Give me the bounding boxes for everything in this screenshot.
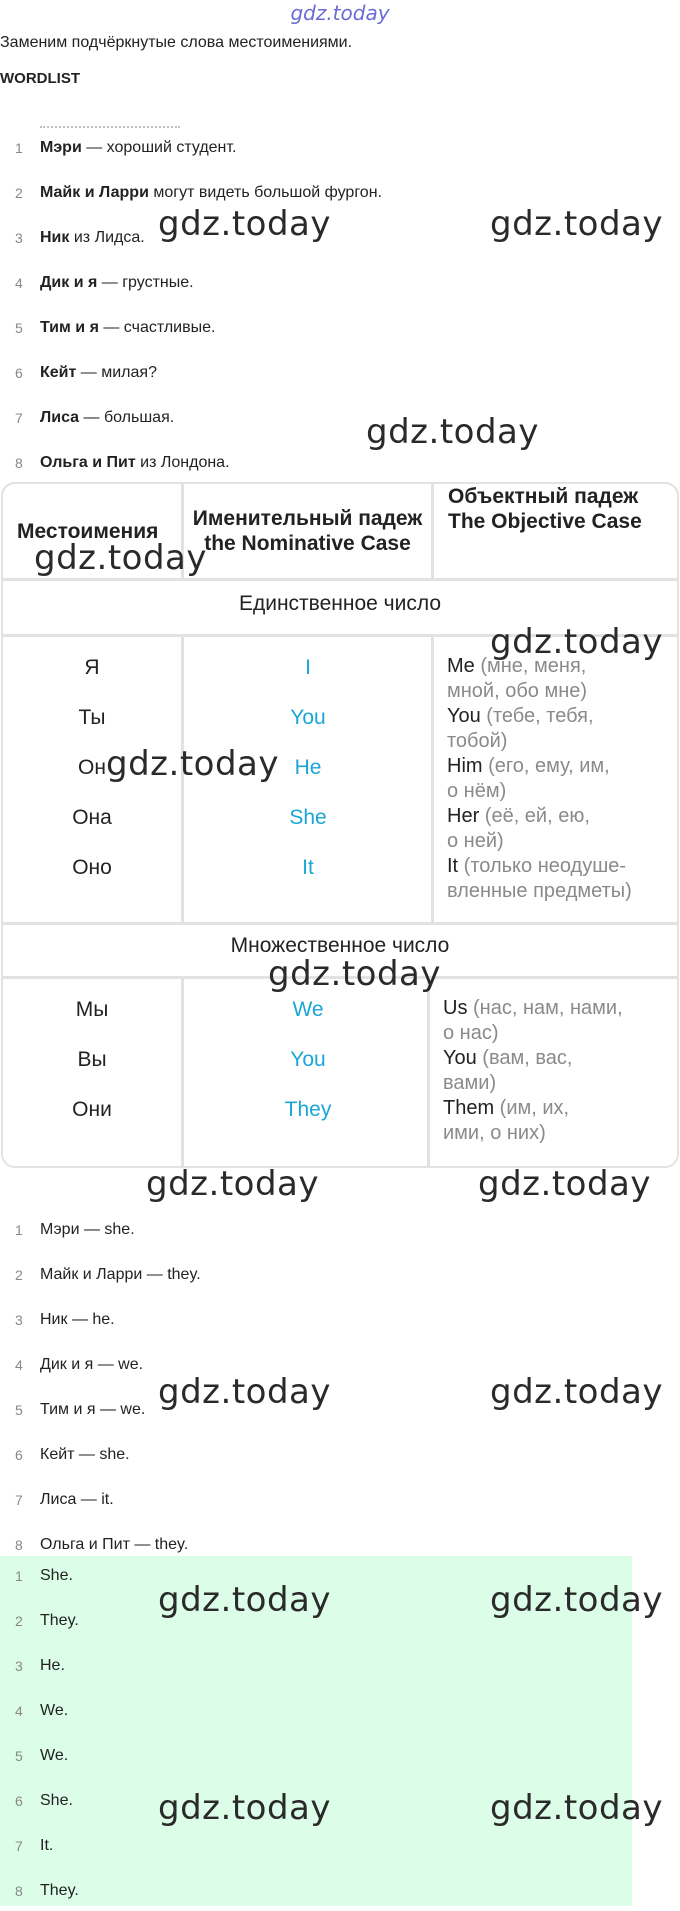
list-item xyxy=(0,1435,130,1475)
item-text: Мэри — she. xyxy=(40,1221,135,1238)
header-pronouns: Местоимения xyxy=(17,519,159,543)
list-item xyxy=(0,353,157,393)
pronoun-objective: Me (мне, меня, мной, обо мне) xyxy=(447,655,588,702)
list-item xyxy=(0,398,174,438)
watermark: gdz.today xyxy=(158,1372,331,1412)
watermark: gdz.today xyxy=(490,1372,663,1412)
item-text: We. xyxy=(40,1747,69,1764)
item-number: 1 xyxy=(15,1222,23,1238)
pronoun-objective: Them (им, их, ими, о них) xyxy=(443,1097,570,1144)
sentence-rest: — счастливые. xyxy=(98,319,216,336)
sentence-rest: из Лидса. xyxy=(69,229,145,246)
item-number: 1 xyxy=(15,1568,23,1584)
list-item xyxy=(0,128,236,168)
item-number: 4 xyxy=(15,275,23,291)
list-item xyxy=(0,1601,79,1641)
underlined-words: Тим и я xyxy=(40,319,99,336)
watermark: gdz.today xyxy=(490,204,663,244)
item-number: 3 xyxy=(15,230,23,246)
list-item xyxy=(0,1345,143,1385)
sentence-rest: из Лондона. xyxy=(135,454,230,471)
underlined-words: Ольга и Пит xyxy=(40,454,136,471)
watermark: gdz.today xyxy=(34,538,207,578)
pronoun-nominative: They xyxy=(284,1098,332,1121)
table-divider xyxy=(3,922,677,925)
underlined-words: Мэри xyxy=(40,139,82,156)
item-number: 8 xyxy=(15,1883,23,1899)
pronoun-nominative: It xyxy=(302,856,314,879)
list-item xyxy=(0,1480,114,1520)
pronoun-ru: Он xyxy=(78,756,106,779)
list-item xyxy=(0,1210,135,1250)
item-text: Ник — he. xyxy=(40,1311,115,1328)
pronoun-nominative: She xyxy=(289,806,327,829)
wordlist-label: WORDLIST xyxy=(0,70,80,87)
pronoun-nominative: He xyxy=(294,756,322,779)
pronoun-objective: Us (нас, нам, нами, о нас) xyxy=(443,997,623,1044)
item-number: 2 xyxy=(15,1267,23,1283)
pronoun-ru: Они xyxy=(72,1098,112,1121)
list-item xyxy=(0,443,230,483)
pronoun-objective: Her (её, ей, ею, о ней) xyxy=(447,805,590,852)
item-number: 5 xyxy=(15,1402,23,1418)
watermark: gdz.today xyxy=(158,1788,331,1828)
table-divider xyxy=(3,578,677,581)
watermark: gdz.today xyxy=(366,412,539,452)
item-number: 1 xyxy=(15,140,23,156)
item-number: 6 xyxy=(15,365,23,381)
pronoun-ru: Оно xyxy=(72,856,112,879)
pronoun-nominative: You xyxy=(290,706,326,729)
exercise-instruction: Заменим подчёркнутые слова местоимениями. xyxy=(0,34,353,51)
item-number: 7 xyxy=(15,1838,23,1854)
item-text: Ольга и Пит — they. xyxy=(40,1536,189,1553)
item-text: They. xyxy=(40,1612,79,1629)
section-plural: Множественное число xyxy=(230,934,450,957)
sentence-rest: — грустные. xyxy=(97,274,194,291)
list-item xyxy=(0,218,145,258)
watermark: gdz.today xyxy=(268,954,441,994)
list-item xyxy=(0,1300,115,1340)
pronoun-ru: Мы xyxy=(75,998,109,1021)
item-number: 7 xyxy=(15,1492,23,1508)
list-item xyxy=(0,263,194,303)
item-text: Дик и я — we. xyxy=(40,1356,144,1373)
list-item xyxy=(0,1646,65,1686)
item-number: 3 xyxy=(15,1312,23,1328)
item-text: He. xyxy=(40,1657,65,1674)
item-text: They. xyxy=(40,1882,79,1899)
underlined-words: Ник xyxy=(40,229,70,246)
pronoun-nominative: I xyxy=(305,656,311,679)
pronoun-ru: Я xyxy=(84,656,100,679)
section-singular: Единственное число xyxy=(238,592,442,615)
item-number: 5 xyxy=(15,320,23,336)
list-item xyxy=(0,1390,145,1430)
list-item xyxy=(0,1826,53,1866)
item-text: Кейт — she. xyxy=(40,1446,130,1463)
sentence-rest: — милая? xyxy=(76,364,157,381)
item-number: 4 xyxy=(15,1703,23,1719)
sentence-rest: могут видеть большой фургон. xyxy=(148,184,382,201)
list-item xyxy=(0,1871,79,1911)
sentence-rest: — большая. xyxy=(79,409,175,426)
item-number: 2 xyxy=(15,1613,23,1629)
pronoun-nominative: We xyxy=(292,998,324,1021)
item-text: We. xyxy=(40,1702,69,1719)
pronoun-objective: You (тебе, тебя, тобой) xyxy=(447,705,594,752)
watermark: gdz.today xyxy=(158,204,331,244)
underlined-words: Майк и Ларри xyxy=(40,184,149,201)
item-number: 4 xyxy=(15,1357,23,1373)
watermark: gdz.today xyxy=(146,1164,319,1204)
item-number: 6 xyxy=(15,1447,23,1463)
item-text: She. xyxy=(40,1792,73,1809)
item-text: She. xyxy=(40,1567,73,1584)
list-item xyxy=(0,1556,73,1596)
underlined-words: Дик и я xyxy=(40,274,98,291)
underlined-words: Кейт xyxy=(40,364,77,381)
pronoun-objective: Him (его, ему, им, о нём) xyxy=(447,755,610,802)
item-number: 3 xyxy=(15,1658,23,1674)
watermark: gdz.today xyxy=(106,744,279,784)
cropped-text-remnant xyxy=(40,120,180,128)
item-text: Майк и Ларри — they. xyxy=(40,1266,201,1283)
item-number: 5 xyxy=(15,1748,23,1764)
list-item xyxy=(0,308,215,348)
list-item xyxy=(0,1781,73,1821)
watermark: gdz.today xyxy=(490,622,663,662)
list-item xyxy=(0,1736,68,1776)
watermark: gdz.today xyxy=(478,1164,651,1204)
sentence-rest: — хороший студент. xyxy=(81,139,237,156)
header-nominative: Именительный падеж the Nominative Case xyxy=(192,507,423,555)
underlined-words: Лиса xyxy=(40,409,80,426)
item-text: Тим и я — we. xyxy=(40,1401,146,1418)
list-item xyxy=(0,1255,201,1295)
pronoun-objective: It (только неодуше- вленные предметы) xyxy=(447,855,632,902)
watermark: gdz.today xyxy=(158,1580,331,1620)
pronoun-ru: Вы xyxy=(77,1048,107,1071)
pronoun-table xyxy=(1,482,679,1168)
item-text: Лиса — it. xyxy=(40,1491,114,1508)
pronoun-ru: Она xyxy=(72,806,112,829)
item-text: It. xyxy=(40,1837,54,1854)
pronoun-ru: Ты xyxy=(78,706,106,729)
pronoun-nominative: You xyxy=(290,1048,326,1071)
site-logo[interactable]: gdz.today xyxy=(290,1,390,25)
watermark: gdz.today xyxy=(490,1580,663,1620)
item-number: 6 xyxy=(15,1793,23,1809)
item-number: 7 xyxy=(15,410,23,426)
list-item xyxy=(0,1691,68,1731)
pronoun-objective: You (вам, вас, вами) xyxy=(443,1047,573,1094)
item-number: 8 xyxy=(15,1537,23,1553)
item-number: 8 xyxy=(15,455,23,471)
watermark: gdz.today xyxy=(490,1788,663,1828)
header-objective: Объектный падеж The Objective Case xyxy=(448,485,642,533)
item-number: 2 xyxy=(15,185,23,201)
